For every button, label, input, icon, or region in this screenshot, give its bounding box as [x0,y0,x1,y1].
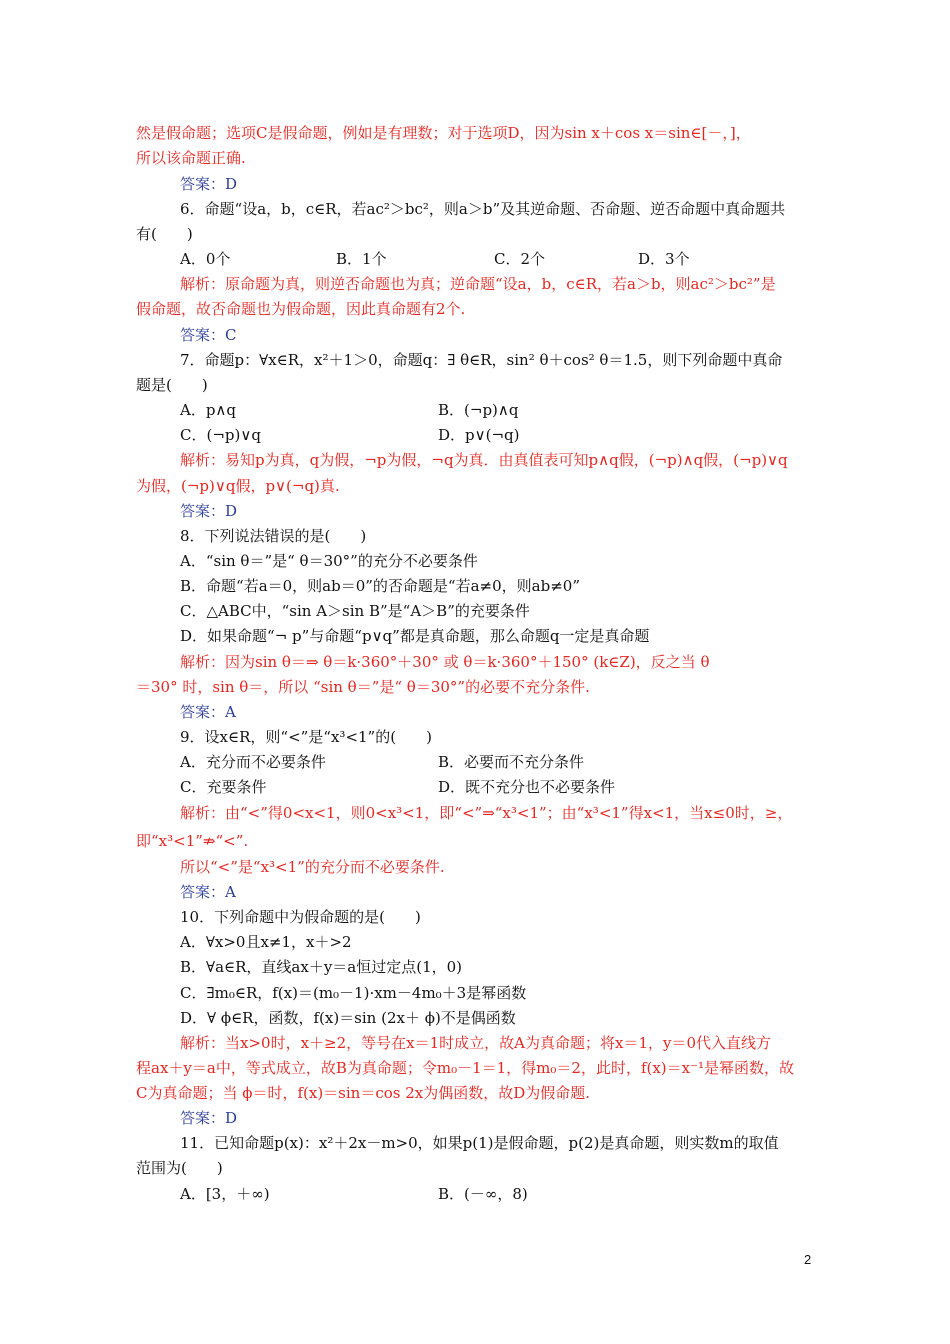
question-10-option-b: B．∀a∈R，直线ax＋y＝a恒过定点(1，0) [180,958,463,976]
question-6-stem: 6．命题“设a，b，c∈R，若ac²＞bc²，则a＞b”及其逆命题、否命题、逆否命题中真命题共 [180,200,786,218]
option-c: C．(¬p)∨q [180,426,261,444]
page-number: 2 [804,1252,812,1267]
option-a: A．p∧q [180,401,237,419]
explanation-line: 解析：因为sin θ＝⇒ θ＝k·360°＋30° 或 θ＝k·360°＋150° (k∈Z)，反之当 θ [180,653,710,671]
question-11-stem: 11．已知命题p(x)：x²＋2x－m>0，如果p(1)是假命题，p(2)是真命题，则实数m的取值 [180,1134,779,1152]
option-a: A．0个 [180,250,231,268]
question-7-stem-cont: 题是( ) [136,376,208,394]
question-8-stem: 8．下列说法错误的是( ) [180,527,367,545]
option-b: B．1个 [336,250,387,268]
question-6-stem-cont: 有( ) [136,225,193,243]
explanation-line: 解析：原命题为真，则逆否命题也为真；逆命题“设a，b，c∈R，若a＞b，则ac²＞bc²”是 [180,275,776,293]
answer-line: 答案：A [180,883,236,901]
question-11-options-ab [180,1184,820,1206]
option-d: D．既不充分也不必要条件 [438,778,616,796]
explanation-line: 解析：当x>0时，x＋≥2，等号在x＝1时成立，故A为真命题；将x＝1，y＝0代入直线方 [180,1034,772,1052]
option-b: B．必要而不充分条件 [438,753,585,771]
option-a: A．充分而不必要条件 [180,753,326,771]
option-d: D．p∨(¬q) [438,426,520,444]
question-11-stem-cont: 范围为( ) [136,1159,223,1177]
option-c: C．充要条件 [180,778,267,796]
option-c: C．2个 [494,250,546,268]
question-8-option-c: C．△ABC中，“sin A＞sin B”是“A＞B”的充要条件 [180,602,530,620]
question-8-option-d: D．如果命题“¬ p”与命题“p∨q”都是真命题，那么命题q一定是真命题 [180,627,650,645]
explanation-line: 所以“<”是“x³<1”的充分而不必要条件. [180,858,445,876]
question-10-option-a: A．∀x>0且x≠1，x＋>2 [180,933,352,951]
question-8-option-b: B．命题“若a＝0，则ab＝0”的否命题是“若a≠0，则ab≠0” [180,577,580,595]
question-8-option-a: A．“sin θ＝”是“ θ＝30°”的充分不必要条件 [180,552,478,570]
question-10-option-d: D．∀ ϕ∈R，函数，f(x)＝sin (2x＋ ϕ)不是偶函数 [180,1009,516,1027]
question-6-options [180,249,820,271]
explanation-line: ＝30° 时，sin θ＝，所以 “sin θ＝”是“ θ＝30°”的必要不充分条件. [136,678,590,696]
explanation-line: 为假，(¬p)∨q假，p∨(¬q)真. [136,477,340,495]
question-10-stem: 10．下列命题中为假命题的是( ) [180,908,421,926]
answer-line: 答案：D [180,502,238,520]
question-7-options-cd [180,425,820,447]
option-d: D．3个 [638,250,690,268]
text-line: 然是假命题；选项C是假命题，例如是有理数；对于选项D，因为sin x＋cos x＝sin∈[－，]， [136,124,751,142]
explanation-line: 解析：易知p为真，q为假，¬p为假，¬q为真．由真值表可知p∧q假，(¬p)∧q假，(¬p)∨q [180,451,788,469]
answer-line: 答案：A [180,703,236,721]
answer-line: 答案：D [180,175,238,193]
option-a: A．[3，＋∞) [180,1185,270,1203]
option-b: B．(¬p)∧q [438,401,519,419]
question-7-stem: 7．命题p：∀x∈R，x²＋1＞0，命题q：∃ θ∈R，sin² θ＋cos² θ＝1.5，则下列命题中真命 [180,351,783,369]
question-9-options-cd [180,777,820,799]
question-9-options-ab [180,752,820,774]
question-9-stem: 9．设x∈R，则“<”是“x³<1”的( ) [180,728,432,746]
question-7-options-ab [180,400,820,422]
explanation-line: 解析：由“<”得0<x<1，则0<x³<1，即“<”⇒“x³<1”；由“x³<1”得x<1，当x≤0时，≥， [180,804,793,822]
explanation-line: 即“x³<1”⇏“<”. [136,832,249,850]
explanation-line: 假命题，故否命题也为假命题，因此真命题有2个. [136,300,466,318]
question-10-option-c: C．∃m₀∈R，f(x)＝(m₀－1)·xm－4m₀＋3是幂函数 [180,984,527,1002]
answer-line: 答案：D [180,1109,238,1127]
answer-line: 答案：C [180,326,237,344]
option-b: B．(－∞，8) [438,1185,528,1203]
text-line: 所以该命题正确. [136,149,246,167]
explanation-line: 程ax＋y＝a中，等式成立，故B为真命题；令m₀－1＝1，得m₀＝2，此时，f(x)＝x⁻¹是幂函数，故 [136,1059,795,1077]
explanation-line: C为真命题；当 ϕ＝时，f(x)＝sin＝cos 2x为偶函数，故D为假命题. [136,1084,591,1102]
